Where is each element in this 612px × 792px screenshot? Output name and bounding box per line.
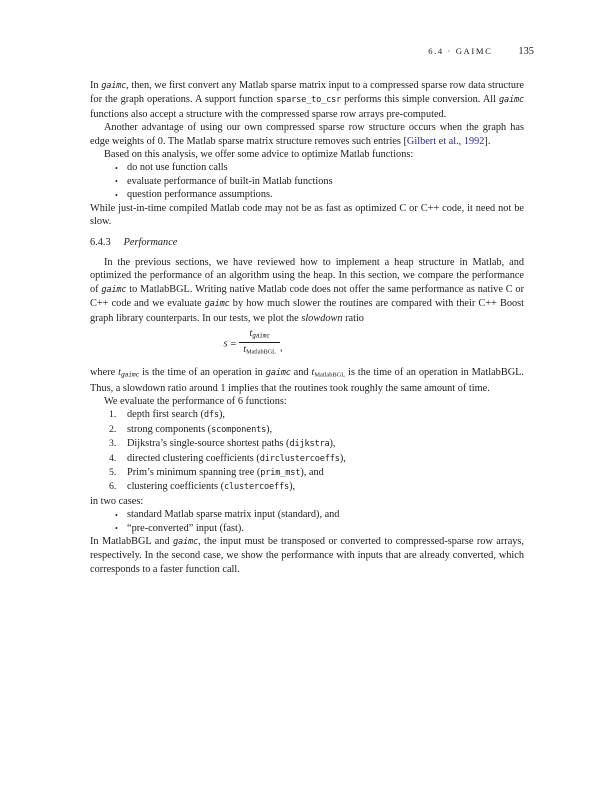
list-item-number: 6. — [109, 481, 117, 493]
text-run: depth first search ( — [127, 409, 204, 421]
numbered-list — [90, 408, 524, 494]
text-run: evaluate performance of built-in Matlab functions — [127, 175, 333, 187]
text-run: While just-in-time compiled Matlab code may not be as fast as optimized C or C++ code, it need not be slow. — [90, 202, 524, 228]
paragraph — [90, 535, 524, 576]
list-item-number: 5. — [109, 466, 117, 478]
text-run: gaimc — [265, 367, 291, 378]
text-run: gaimc — [498, 95, 524, 106]
text-run: t — [118, 366, 121, 378]
text-run: In MatlabBGL and — [90, 535, 173, 547]
denominator-subscript: MatlabBGL — [246, 349, 276, 356]
text-run: “pre-converted” input (fast). — [127, 522, 244, 534]
numerator-variable: t — [249, 327, 253, 339]
slowdown-equation — [90, 329, 524, 360]
list-item — [90, 508, 524, 521]
list-item — [90, 437, 524, 451]
text-run: gaimc — [172, 536, 198, 547]
page-body — [90, 79, 524, 576]
paragraph — [90, 495, 524, 508]
text-run: by how much slower the routines are compared with their C++ Boost graph library counterparts. In our tests, we plot the — [90, 298, 525, 324]
text-run: where — [90, 366, 119, 378]
text-run: t — [311, 366, 315, 378]
text-run: dijkstra — [289, 439, 330, 450]
text-run: In the previous sections, we have reviewed how to implement a heap structure in Matlab, and optimized the performance of an algorithm using the heap. In this section, we compare the performance of — [90, 256, 524, 295]
page-number: 135 — [518, 46, 534, 57]
text-run: performs this simple conversion. All — [341, 94, 499, 106]
text-run: and — [290, 366, 312, 378]
text-run: Dijkstra’s single-source shortest paths ( — [127, 438, 290, 450]
text-run: functions also accept a structure with the compressed sparse row arrays pre-computed. — [90, 108, 447, 120]
text-run: , the input must be transposed or converted to compressed-sparse row arrays, respectively. In the second case, we show the performance with inputs that are already converted, which corresponds to a faster function call. — [90, 535, 525, 575]
list-item — [90, 480, 524, 494]
bullet-list — [90, 161, 524, 201]
text-run: clustering coefficients ( — [127, 481, 225, 493]
text-run: ), — [339, 452, 346, 464]
denominator-variable: t — [243, 344, 247, 356]
text-run: scomponents — [211, 424, 267, 435]
text-run: Prim’s minimum spanning tree ( — [127, 466, 261, 478]
text-run: is the time of an operation in MatlabBGL. Thus, a slowdown ratio around 1 implies that the routines took roughly the same amount of time. — [90, 366, 524, 394]
text-run: gaimc — [120, 370, 140, 379]
section-heading — [90, 236, 524, 249]
text-run: sparse_to_csr — [276, 95, 342, 106]
text-run: slowdown — [301, 312, 343, 324]
list-item — [90, 522, 524, 535]
text-run: question performance assumptions. — [127, 189, 273, 201]
text-run: Another advantage of using our own compressed sparse row structure occurs when the graph has edge weights of 0. The Matlab sparse matrix structure removes such entries [ — [90, 122, 524, 147]
equation-trailing-comma: , — [279, 342, 283, 354]
text-run: is the time of an operation in — [139, 366, 266, 378]
list-item-number: 1. — [109, 409, 117, 421]
text-run: standard Matlab sparse matrix input (standard), and — [127, 509, 340, 521]
list-item — [90, 161, 524, 174]
equation-relation: = — [230, 338, 237, 350]
text-run: gaimc — [101, 284, 127, 295]
bullet-icon: • — [115, 190, 118, 200]
list-item — [90, 175, 524, 188]
numerator-subscript: gaimc — [252, 332, 270, 340]
list-item — [90, 423, 524, 437]
list-item-number: 4. — [109, 452, 117, 464]
citation-link[interactable]: Gilbert et al., 1992 — [406, 135, 485, 147]
list-item — [90, 466, 524, 480]
text-run: do not use function calls — [127, 162, 228, 174]
text-run: In — [90, 80, 102, 91]
bullet-icon: • — [115, 524, 118, 534]
text-run: clustercoeffs — [224, 482, 290, 493]
text-run: MatlabBGL — [314, 371, 346, 379]
list-item-number: 2. — [109, 423, 117, 435]
text-run: , then, we first convert any Matlab sparse matrix input to a compressed sparse row data structure for the graph operations. A support function — [90, 80, 525, 106]
section-heading-number: 6.4.3 — [90, 237, 111, 249]
text-run: We evaluate the performance of 6 functions: — [104, 395, 287, 407]
running-head-section: 6.4 · GAIMC — [428, 46, 493, 56]
text-run: ), — [329, 438, 336, 450]
text-run: in two cases: — [90, 495, 144, 507]
bullet-icon: • — [115, 510, 118, 520]
list-item — [90, 452, 524, 466]
text-run: ), — [289, 481, 296, 493]
text-run: ]. — [484, 135, 491, 147]
equation-fraction — [239, 328, 280, 359]
text-run: gaimc — [101, 81, 127, 91]
text-run: dirclustercoeffs — [259, 453, 340, 464]
list-item — [90, 188, 524, 201]
text-run: to MatlabBGL. Writing native Matlab code does not offer the same performance as native C or C++ code and we evaluate — [90, 283, 524, 310]
text-run: ), and — [300, 466, 324, 478]
text-run: gaimc — [204, 299, 230, 310]
list-item-number: 3. — [109, 438, 117, 450]
paragraph — [90, 148, 524, 161]
paragraph — [90, 256, 524, 325]
text-run: directed clustering coefficients ( — [127, 452, 260, 464]
section-heading-title: Performance — [123, 237, 178, 249]
text-run: Based on this analysis, we offer some advice to optimize Matlab functions: — [104, 149, 414, 161]
text-run: strong components ( — [127, 423, 212, 435]
text-run: ), — [266, 423, 273, 435]
fraction-denominator — [239, 342, 280, 358]
text-run: prim_mst — [260, 467, 301, 478]
list-item — [90, 408, 524, 422]
bullet-list — [90, 508, 524, 535]
running-head — [90, 41, 534, 59]
text-run: dfs — [203, 410, 219, 421]
paragraph — [90, 121, 524, 148]
bullet-icon: • — [115, 163, 118, 173]
equation-lhs: s — [223, 338, 228, 350]
paragraph — [90, 395, 524, 408]
paragraph — [90, 366, 524, 395]
fraction-numerator — [239, 328, 280, 343]
paragraph — [90, 79, 524, 121]
paragraph — [90, 202, 524, 229]
bullet-icon: • — [115, 177, 118, 187]
text-run: ), — [218, 409, 225, 421]
text-run: ratio — [342, 312, 364, 324]
